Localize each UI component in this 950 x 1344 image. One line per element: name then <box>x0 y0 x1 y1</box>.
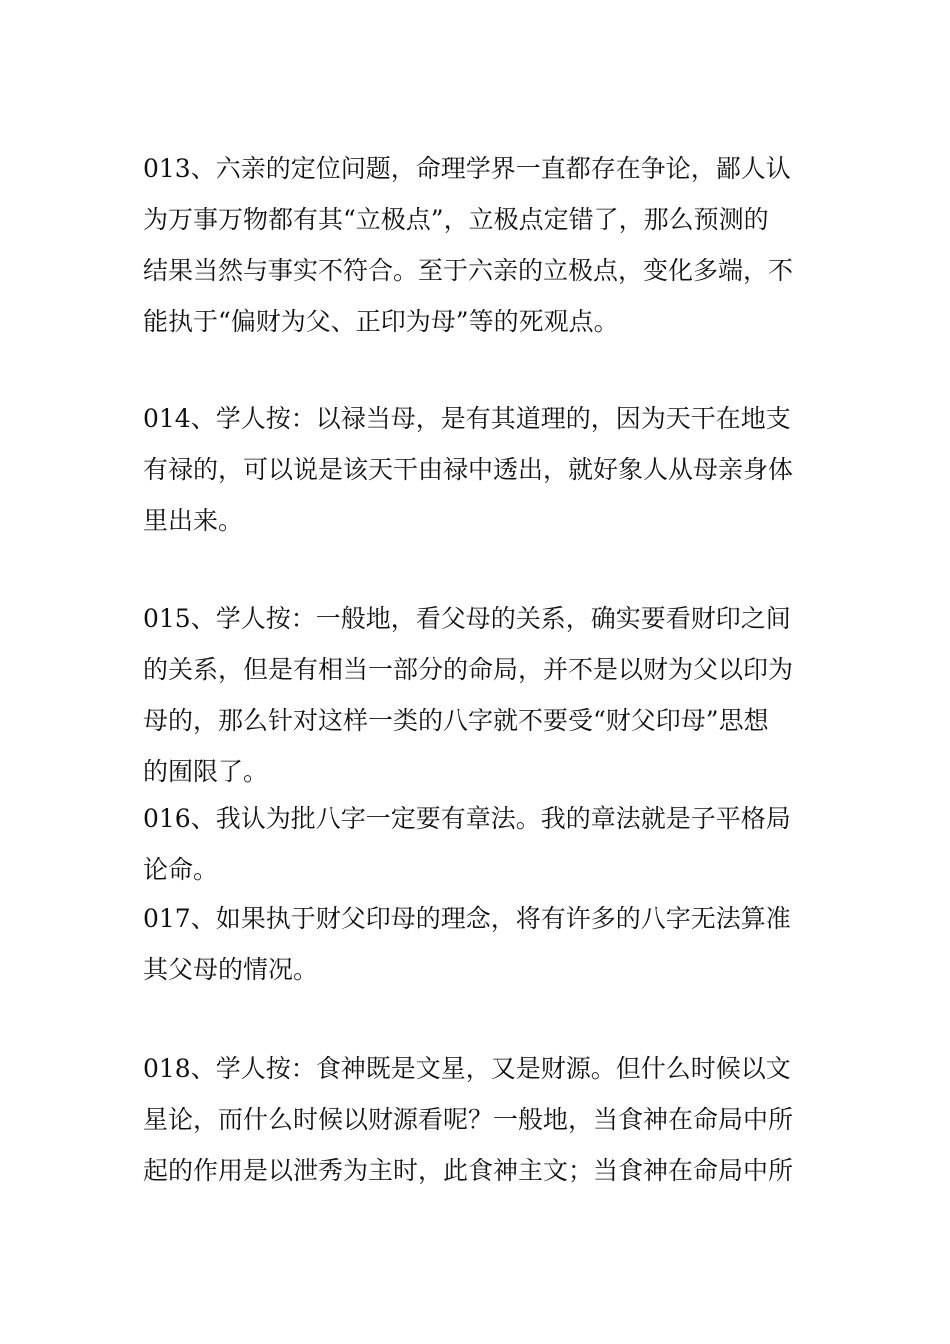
text-line: 起的作用是以泄秀为主时，此食神主文；当食神在命局中所 <box>143 1156 794 1185</box>
paragraph-013 <box>143 143 823 347</box>
paragraph-015 <box>143 593 823 797</box>
text-line: 014、学人按：以禄当母，是有其道理的，因为天干在地支 <box>143 404 791 433</box>
paragraph-016 <box>143 793 823 895</box>
text-line: 017、如果执于财父印母的理念，将有许多的八字无法算准 <box>143 904 791 933</box>
text-line: 018、学人按：食神既是文星，又是财源。但什么时候以文 <box>143 1054 791 1083</box>
text-line: 013、六亲的定位问题，命理学界一直都存在争论，鄙人认 <box>143 154 791 183</box>
text-line: 016、我认为批八字一定要有章法。我的章法就是子平格局 <box>143 804 791 833</box>
text-line: 星论，而什么时候以财源看呢？一般地，当食神在命局中所 <box>143 1105 794 1134</box>
text-line: 母的，那么针对这样一类的八字就不要受“财父印母”思想 <box>143 706 769 735</box>
text-line: 结果当然与事实不符合。至于六亲的立极点，变化多端，不 <box>143 256 794 285</box>
text-line: 为万事万物都有其“立极点”，立极点定错了，那么预测的 <box>143 205 769 234</box>
paragraph-018 <box>143 1043 823 1196</box>
paragraph-014 <box>143 393 823 546</box>
text-line: 有禄的，可以说是该天干由禄中透出，就好象人从母亲身体 <box>143 455 794 484</box>
text-line: 里出来。 <box>143 506 244 535</box>
text-line: 其父母的情况。 <box>143 955 319 984</box>
text-line: 015、学人按：一般地，看父母的关系，确实要看财印之间 <box>143 604 791 633</box>
text-line: 的关系，但是有相当一部分的命局，并不是以财为父以印为 <box>143 655 794 684</box>
text-line: 能执于“偏财为父、正印为母”等的死观点。 <box>143 307 619 336</box>
paragraph-017 <box>143 893 823 995</box>
text-line: 的囿限了。 <box>143 757 269 786</box>
text-line: 论命。 <box>143 855 219 884</box>
